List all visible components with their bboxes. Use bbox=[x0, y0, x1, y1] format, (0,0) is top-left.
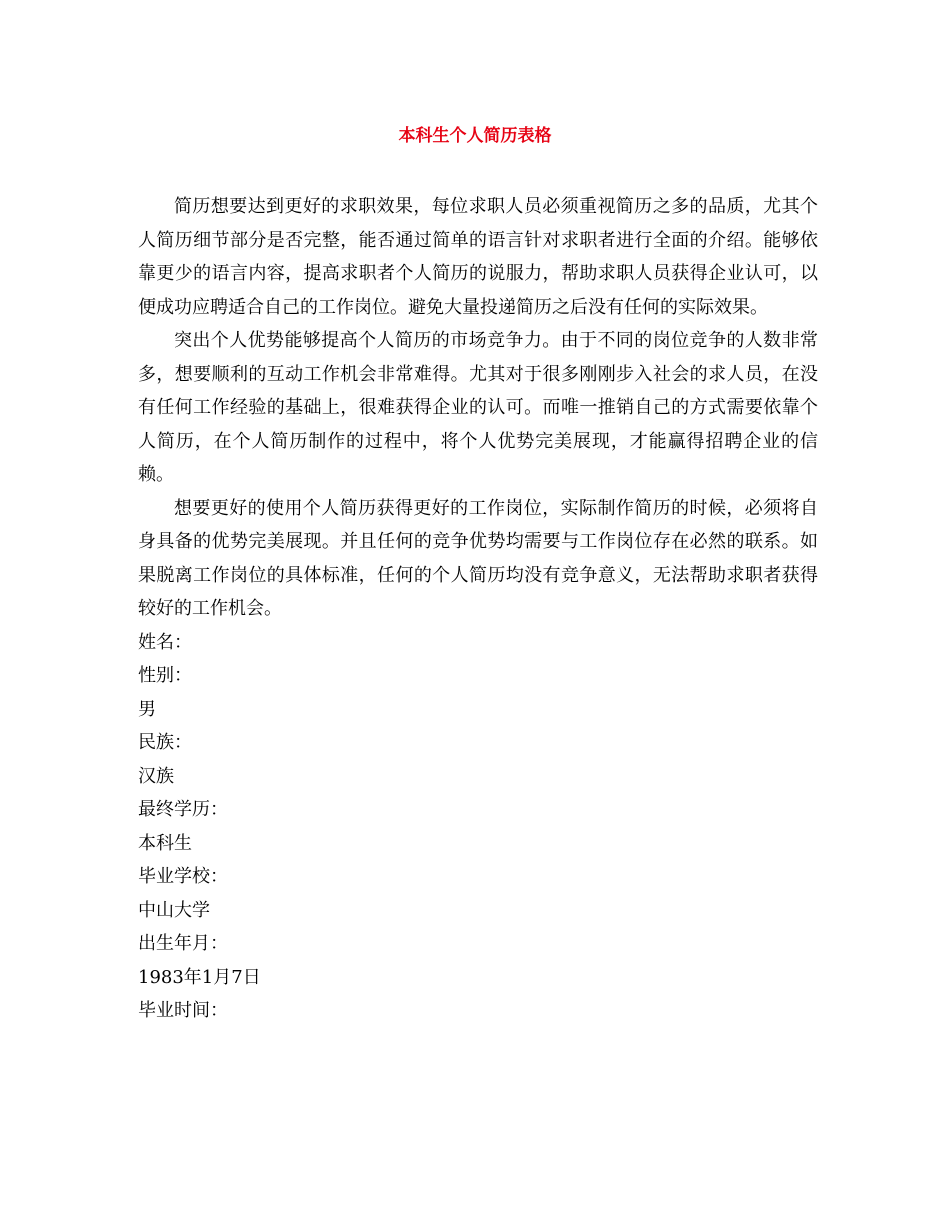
document-body bbox=[138, 190, 818, 1028]
document-title: 本科生个人简历表格 bbox=[398, 126, 552, 146]
field-name-label: 姓名： bbox=[138, 631, 192, 653]
paragraph-3: 想要更好的使用个人简历获得更好的工作岗位，实际制作简历的时候，必须将自身具备的优势完美展现。并且任何的竞争优势均需要与工作岗位存在必然的联系。如果脱离工作岗位的具体标准，任何的个人简历均没有竞争意义，无法帮助求职者获得较好的工作机会。 bbox=[138, 497, 818, 619]
field-ethnicity-value: 汉族 bbox=[138, 765, 174, 787]
field-graduation-label: 毕业时间： bbox=[138, 1000, 228, 1021]
field-gender-value: 男 bbox=[138, 698, 156, 720]
field-ethnicity-label: 民族： bbox=[138, 732, 192, 753]
field-birth-label: 出生年月： bbox=[138, 933, 228, 954]
field-gender-label: 性别： bbox=[138, 665, 192, 686]
field-school-label: 毕业学校： bbox=[138, 866, 228, 887]
field-birth-value: 1983年1月7日 bbox=[138, 966, 261, 988]
paragraph-2: 突出个人优势能够提高个人简历的市场竞争力。由于不同的岗位竞争的人数非常多，想要顺利的互动工作机会非常难得。尤其对于很多刚刚步入社会的求人员，在没有任何工作经验的基础上，很难获得企业的认可。而唯一推销自己的方式需要依靠个人简历，在个人简历制作的过程中，将个人优势完美展现，才能赢得招聘企业的信赖。 bbox=[138, 330, 818, 485]
field-education-label: 最终学历： bbox=[138, 799, 228, 820]
paragraph-1: 简历想要达到更好的求职效果，每位求职人员必须重视简历之多的品质，尤其个人简历细节部分是否完整，能否通过简单的语言针对求职者进行全面的介绍。能够依靠更少的语言内容，提高求职者个人简历的说服力，帮助求职人员获得企业认可，以便成功应聘适合自己的工作岗位。避免大量投递简历之后没有任何的实际效果。 bbox=[138, 196, 818, 318]
field-school-value: 中山大学 bbox=[138, 899, 210, 921]
field-education-value: 本科生 bbox=[138, 832, 192, 854]
